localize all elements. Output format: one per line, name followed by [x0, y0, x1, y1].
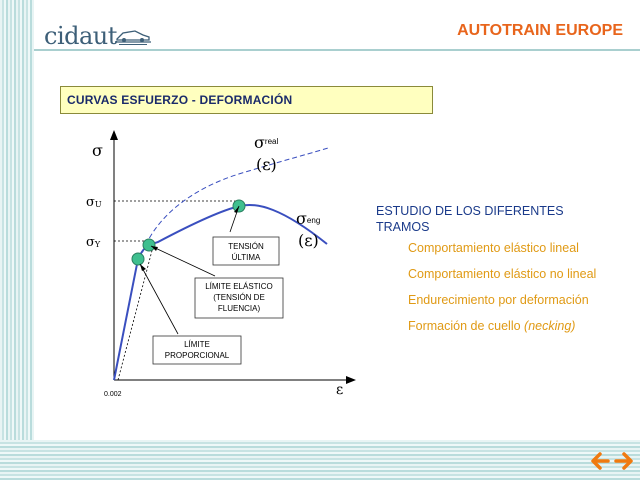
section-title: CURVAS ESFUERZO - DEFORMACIÓN: [60, 86, 433, 114]
limite-proporcional-line2: PROPORCIONAL: [164, 351, 230, 360]
cidaut-logo: cidaut: [44, 22, 117, 50]
limite-elastico-line3: FLUENCIA): [217, 304, 261, 313]
sigma-y-label: σY: [86, 235, 101, 250]
sigma-real-eps: (ε): [256, 155, 277, 174]
x-tick-label: 0.002: [104, 391, 122, 398]
arrow-left-icon[interactable]: [588, 448, 612, 474]
tension-ultima-line1: TENSIÓN: [228, 242, 264, 251]
arrow-right-icon[interactable]: [612, 448, 636, 474]
panel-item-necking: [408, 318, 616, 334]
tension-ultima-line2: ÚLTIMA: [231, 253, 261, 262]
panel-item-elastic-nonlinear: Comportamiento elástico no lineal: [408, 267, 597, 281]
left-decorative-stripes: [0, 0, 34, 480]
pointer-elastic: [151, 246, 215, 276]
sigma-real-label: $\sigma^{real}$: [254, 133, 279, 152]
tramos-panel: [376, 203, 616, 344]
panel-item-hardening: Endurecimiento por deformación: [408, 293, 589, 307]
limite-proporcional-line1: LÍMITE: [184, 340, 210, 349]
header-divider: [34, 49, 640, 51]
x-axis-label: ε: [336, 382, 344, 398]
yield-point-marker: [143, 239, 155, 251]
stress-strain-diagram: [82, 128, 362, 408]
necking-emphasis: (necking): [524, 319, 576, 333]
sigma-u-label: σU: [86, 195, 102, 210]
pointer-proportional: [140, 264, 178, 334]
panel-item-elastic-linear: Comportamiento elástico lineal: [408, 241, 579, 255]
limite-elastico-line2: (TENSIÓN DE: [213, 293, 265, 302]
necking-text: Formación de cuello: [408, 319, 525, 333]
sigma-eng-eps: (ε): [298, 231, 319, 250]
bottom-decorative-stripes: [0, 440, 640, 480]
limite-elastico-line1: LÍMITE ELÁSTICO: [205, 282, 273, 291]
y-axis-arrowhead: [110, 130, 118, 140]
panel-heading: ESTUDIO DE LOS DIFERENTES TRAMOS: [376, 204, 564, 234]
proportional-limit-marker: [132, 253, 144, 265]
x-axis-arrowhead: [346, 376, 356, 384]
sigma-eng-label: σeng: [296, 209, 321, 228]
brand-title: AUTOTRAIN EUROPE: [457, 22, 623, 39]
y-axis-label: σ: [92, 141, 103, 160]
slide-navigation: [578, 448, 638, 474]
car-logo-icon: [115, 26, 151, 46]
